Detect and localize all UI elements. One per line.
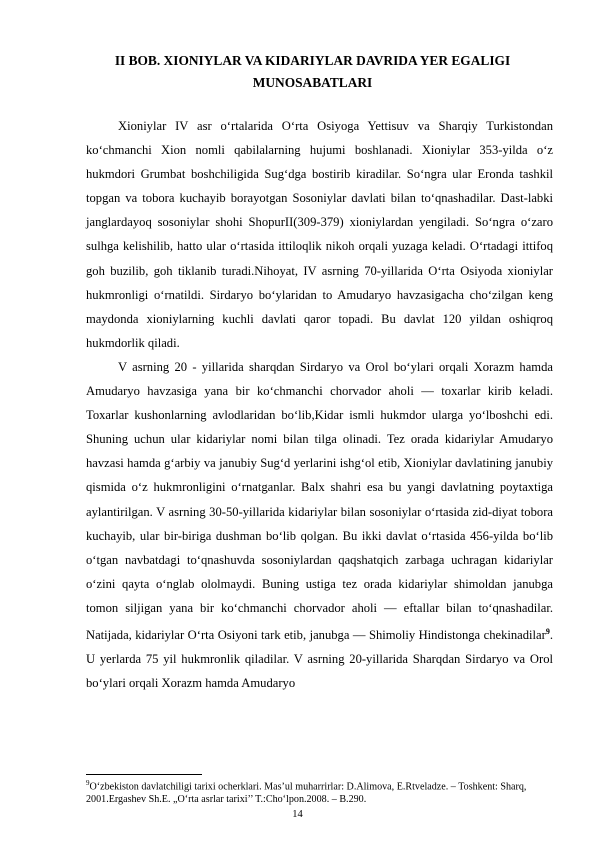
- footnote-text: O‘zbekiston davlatchiligi tarixi ocherklari. Mas’ul muharrirlar: D.Alimova, E.Rtveladze. – Toshkent: Sharq, 2001.Ergashev Sh.E. „O‘rta asrlar tarixi’’ T.:Cho‘lpon.2008. – B.290.: [86, 781, 527, 806]
- chapter-title-line-1: II BOB. XIONIYLAR VA KIDARIYLAR DAVRIDA YER EGALIGI: [114, 53, 511, 68]
- paragraph-2-tail: . U yerlarda 75 yil hukmronlik qiladilar. V asrning 20-yillarida Sharqdan Sirdaryo va Orol bo‘ylari orqali Xorazm hamda Amudaryo: [86, 628, 553, 691]
- footnote-divider: [86, 774, 202, 775]
- footnote-marker: 9: [86, 779, 90, 787]
- body-text: [86, 114, 553, 695]
- paragraph-2-main: V asrning 20 - yillarida sharqdan Sirdaryo va Orol bo‘ylari orqali Xorazm hamda Amudaryo havzasiga yana bir ko‘chmanchi chorvador aholi — toxarlar kirib keladi. Toxarlar kushonlarning avlodlaridan bo‘lib,Kidar ismli hukmdor ularga yo‘lboshchi edi. Shuning uchun ular kidariylar nomi bilan tilga olinadi. Tez orada kidariylar Amudaryo havzasi hamda g‘arbiy va janubiy Sug‘d yerlarini ishg‘ol etib, Xioniylar davlatining janubiy qismida o‘z hukmronligini o‘rnatganlar. Balx shahri esa bu yangi davlatning poytaxtiga aylantirilgan. V asrning 30-50-yillarida kidariylar bilan sosoniylar o‘rtasida zid-diyat tobora kuchayib, ular bir-biriga dushman bo‘lib qolgan. Bu ikki davlat o‘rtasida 456-yilda bo‘lib o‘tgan navbatdagi to‘qnashuvda sosoniylardan qaqshatqich zarbaga uchragan kidariylar o‘zini qayta o‘nglab ololmaydi. Buning ustiga tez orada kidariylar shimoldan janubga tomon siljigan yana bir ko‘chmanchi chorvador aholi — eftallar bilan to‘qnashadilar. Natijada, kidariylar O‘rta Osiyoni tark etib, janubga — Shimoliy Hindistonga chekinadilar: [86, 359, 553, 643]
- paragraph-2: [86, 355, 553, 696]
- page-number: 14: [292, 809, 303, 820]
- paragraph-1: Xioniylar IV asr o‘rtalarida O‘rta Osiyoga Yettisuv va Sharqiy Turkistondan ko‘chmanchi Xion nomli qabilalarning hujumi boshlanadi. Xioniylar 353-yilda o‘z hukmdori Grumbat boshchiligida Sug‘dga bostirib kiradilar. So‘ngra ular Eronda tashkil topgan va tobora kuchayib borayotgan Sosoniylar davlati bilan to‘qnashadilar. Dast-labki janglardayoq sosoniylar shohi ShopurII(309-379) xioniylardan yengiladi. So‘ngra o‘zaro sulhga kelishilib, hatto ular o‘rtasida ittiloqlik nikoh orqali yuzaga keladi. O‘rtadagi ittifoq goh buzilib, goh tiklanib turadi.Nihoyat, IV asrning 70-yillarida O‘rta Osiyoda xioniylar hukmronligi o‘rnatildi. Sirdaryo bo‘ylaridan to Amudaryo havzasigacha cho‘zilgan keng maydonda xioniylarning kuchli davlati qaror topadi. Bu davlat 120 yildan oshiqroq hukmdorlik qiladi.: [86, 119, 553, 350]
- footnote-reference[interactable]: 9: [545, 626, 550, 636]
- footnote: [86, 777, 553, 807]
- chapter-title-line-2: MUNOSABATLARI: [252, 75, 373, 90]
- chapter-title: [72, 50, 553, 94]
